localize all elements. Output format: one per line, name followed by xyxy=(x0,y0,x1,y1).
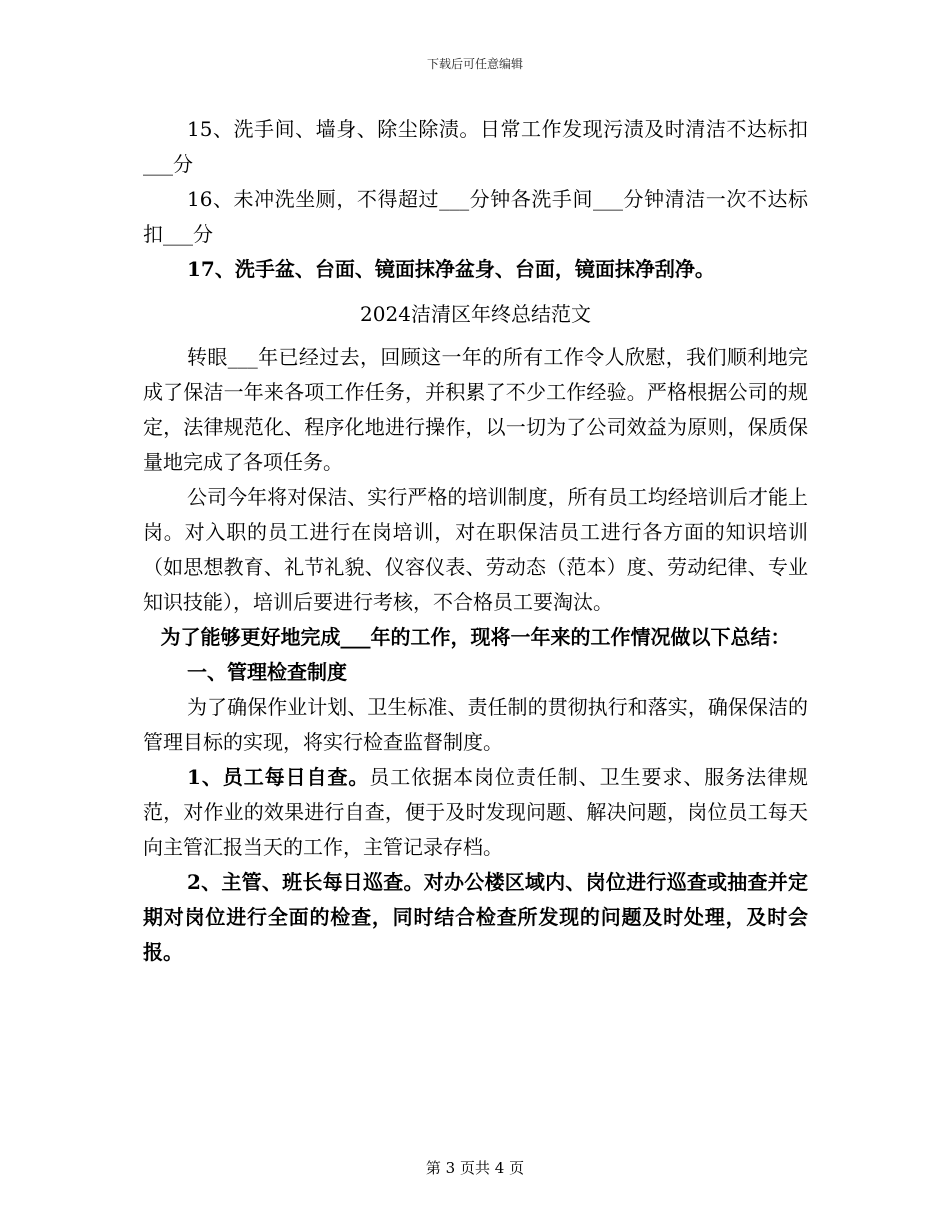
item-15: 15、洗手间、墙身、除尘除渍。日常工作发现污渍及时清洁不达标扣___分 xyxy=(143,117,808,176)
paragraph-training: 公司今年将对保洁、实行严格的培训制度，所有员工均经培训后才能上岗。对入职的员工进行在岗培训，对在职保洁员工进行各方面的知识培训（如思想教育、礼节礼貌、仪容仪表、劳动态（范本）度、劳动纪律、专业知识技能），培训后要进行考核，不合格员工要淘汰。 xyxy=(143,485,808,614)
page-header: 下载后可任意编辑 xyxy=(426,57,523,71)
section-heading: 一、管理检查制度 xyxy=(187,660,347,684)
page-footer: 第 3 页共 4 页 xyxy=(425,1159,525,1177)
point-2: 2、主管、班长每日巡查。对办公楼区域内、岗位进行巡查或抽查并定期对岗位进行全面的检查，同时结合检查所发现的问题及时处理，及时会报。 xyxy=(143,870,808,964)
point-1-lead: 1、员工每日自查。 xyxy=(187,765,370,789)
item-16: 16、未冲洗坐厕，不得超过___分钟各洗手间___分钟清洁一次不达标扣___分 xyxy=(143,187,808,246)
point-1-body: 员工依据本岗位责任制、卫生要求、服务法律规范，对作业的效果进行自查，便于及时发现问题、解决问题，岗位员工每天向主管汇报当天的工作，主管记录存档。 xyxy=(143,765,809,859)
section-intro: 为了确保作业计划、卫生标准、责任制的贯彻执行和落实，确保保洁的管理目标的实现，将实行检查监督制度。 xyxy=(143,695,808,754)
document-title: 2024洁清区年终总结范文 xyxy=(360,302,591,326)
document-body xyxy=(143,112,808,970)
point-1 xyxy=(143,760,808,865)
item-17: 17、洗手盆、台面、镜面抹净盆身、台面，镜面抹净刮净。 xyxy=(187,257,715,281)
summary-heading: 为了能够更好地完成___年的工作，现将一年来的工作情况做以下总结： xyxy=(160,625,791,649)
paragraph-intro: 转眼___年已经过去，回顾这一年的所有工作令人欣慰，我们顺利地完成了保洁一年来各项工作任务，并积累了不少工作经验。严格根据公司的规定，法律规范化、程序化地进行操作，以一切为了公司效益为原则，保质保量地完成了各项任务。 xyxy=(143,345,808,474)
